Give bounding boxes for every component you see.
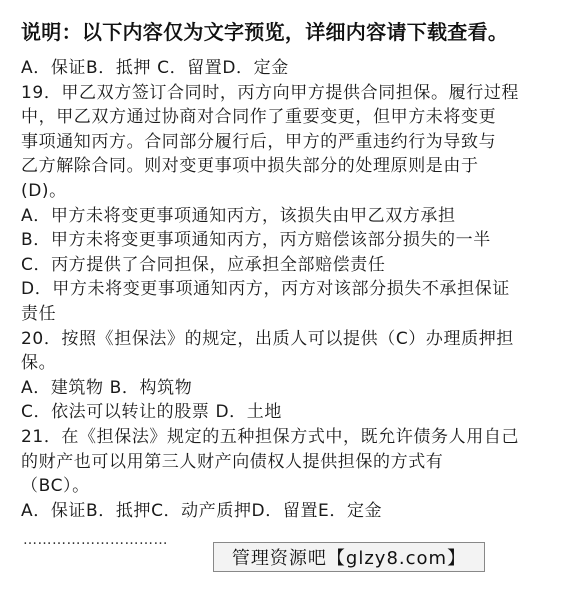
site-link-label: 管理资源吧【glzy8.com】 <box>231 548 467 569</box>
text-line: A．建筑物 B．构筑物 <box>21 377 193 398</box>
text-line: 保。 <box>21 353 57 374</box>
text-line: C．丙方提供了合同担保，应承担全部赔偿责任 <box>21 254 386 275</box>
text-line: A．保证B．抵押 C．留置D．定金 <box>21 58 289 78</box>
site-link-button[interactable] <box>213 542 485 572</box>
text-line: 事项通知丙方。合同部分履行后，甲方的严重违约行为导致与 <box>21 131 497 152</box>
text-line: 21．在《担保法》规定的五种担保方式中，既允许债务人用自己 <box>21 426 520 447</box>
text-line: D．甲方未将变更事项通知丙方，丙方对该部分损失不承担保证 <box>21 279 510 300</box>
ellipsis-divider: ………………………… <box>23 532 168 548</box>
text-line: C．依法可以转让的股票 D．土地 <box>21 402 282 423</box>
text-line: （BC）。 <box>21 476 90 497</box>
document-body <box>21 56 561 523</box>
text-line: 的财产也可以用第三人财产向债权人提供担保的方式有 <box>21 451 444 472</box>
text-line: 19．甲乙双方签订合同时，丙方向甲方提供合同担保。履行过程 <box>21 82 520 103</box>
text-line: 20．按照《担保法》的规定，出质人可以提供（C）办理质押担 <box>21 328 514 349</box>
text-line: 责任 <box>21 303 57 324</box>
text-line: (D)。 <box>21 180 67 201</box>
text-line: 乙方解除合同。则对变更事项中损失部分的处理原则是由于 <box>21 156 479 177</box>
preview-notice: 说明：以下内容仅为文字预览，详细内容请下载查看。 <box>21 20 509 44</box>
text-line: B．甲方未将变更事项通知丙方，丙方赔偿该部分损失的一半 <box>21 230 491 251</box>
text-line: A．保证B．抵押C．动产质押D．留置E．定金 <box>21 500 383 521</box>
text-line: A．甲方未将变更事项通知丙方，该损失由甲乙双方承担 <box>21 205 456 226</box>
text-line: 中，甲乙双方通过协商对合同作了重要变更，但甲方未将变更 <box>21 107 497 128</box>
